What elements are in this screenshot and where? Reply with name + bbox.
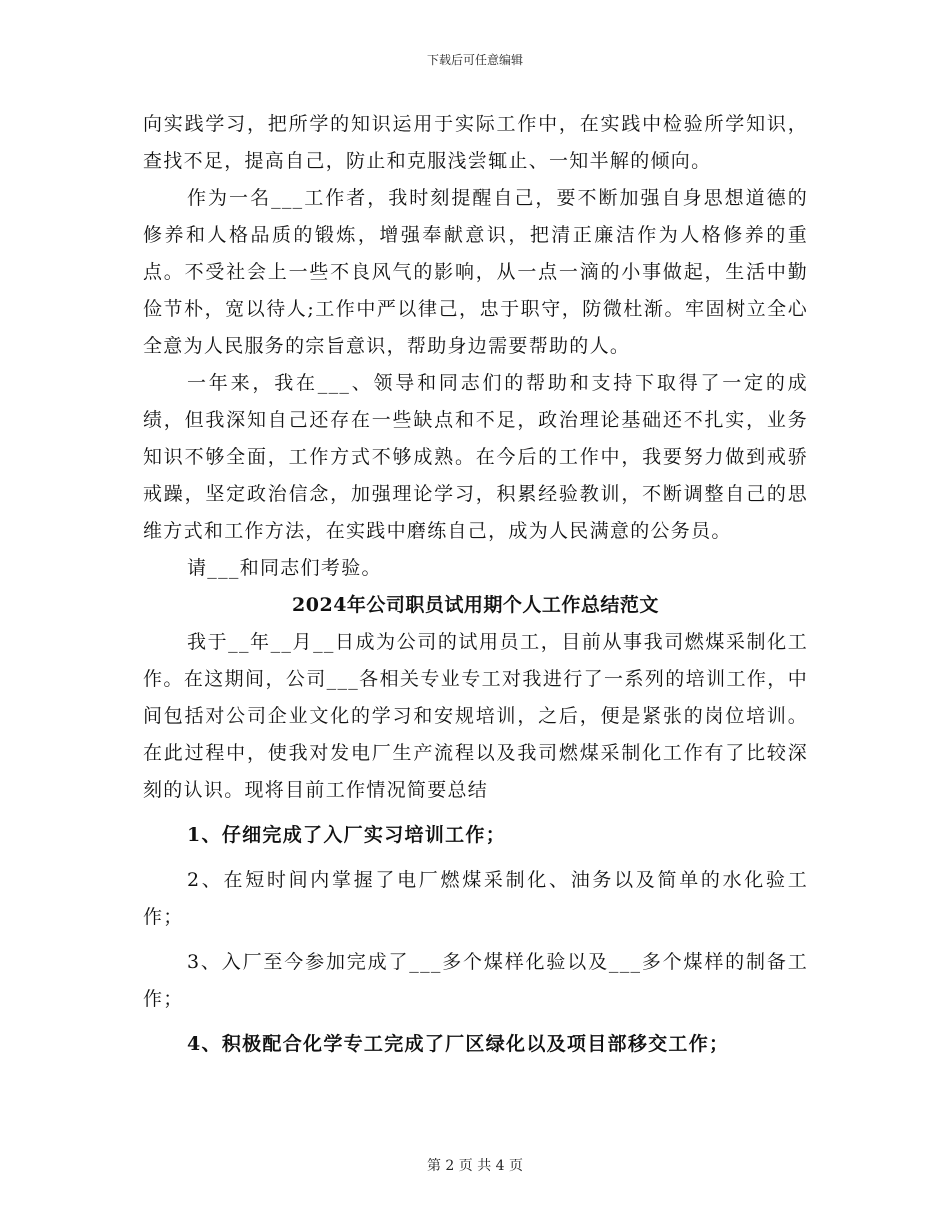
list-item-2: 2、在短时间内掌握了电厂燃煤采制化、油务以及简单的水化验工作； <box>143 869 808 928</box>
paragraph-probation-intro: 我于__年__月__日成为公司的试用员工，目前从事我司燃煤采制化工作。在这期间，公司___各相关专业专工对我进行了一系列的培训工作，中间包括对公司企业文化的学习和安规培训，之后，便是紧张的岗位培训。在此过程中，使我对发电厂生产流程以及我司燃煤采制化工作有了比较深刻的认识。现将目前工作情况简要总结 <box>143 631 808 801</box>
page-footer: 第 2 页 共 4 页 <box>426 1158 524 1174</box>
paragraph-year-review: 一年来，我在___、领导和同志们的帮助和支持下取得了一定的成绩，但我深知自己还存在一些缺点和不足，政治理论基础还不扎实，业务知识不够全面，工作方式不够成熟。在今后的工作中，我要努力做到戒骄戒躁，坚定政治信念，加强理论学习，积累经验教训，不断调整自己的思维方式和工作方法，在实践中磨练自己，成为人民满意的公务员。 <box>143 372 808 542</box>
paragraph-moral-cultivation: 作为一名___工作者，我时刻提醒自己，要不断加强自身思想道德的修养和人格品质的锻炼，增强奉献意识，把清正廉洁作为人格修养的重点。不受社会上一些不良风气的影响，从一点一滴的小事做起，生活中勤俭节朴，宽以待人;工作中严以律己，忠于职守，防微杜渐。牢固树立全心全意为人民服务的宗旨意识，帮助身边需要帮助的人。 <box>143 187 808 357</box>
paragraph-practice-learning: 向实践学习，把所学的知识运用于实际工作中，在实践中检验所学知识，查找不足，提高自己，防止和克服浅尝辄止、一知半解的倾向。 <box>143 113 808 172</box>
section-title: 2024年公司职员试用期个人工作总结范文 <box>292 594 659 616</box>
paragraph-closing: 请___和同志们考验。 <box>187 557 382 579</box>
list-item-1: 1、仔细完成了入厂实习培训工作； <box>187 824 507 846</box>
document-body <box>143 106 808 1063</box>
list-item-3: 3、入厂至今参加完成了___多个煤样化验以及___多个煤样的制备工作； <box>143 951 808 1010</box>
page-header: 下载后可任意编辑 <box>426 53 523 67</box>
list-item-4: 4、积极配合化学专工完成了厂区绿化以及项目部移交工作； <box>187 1033 730 1055</box>
